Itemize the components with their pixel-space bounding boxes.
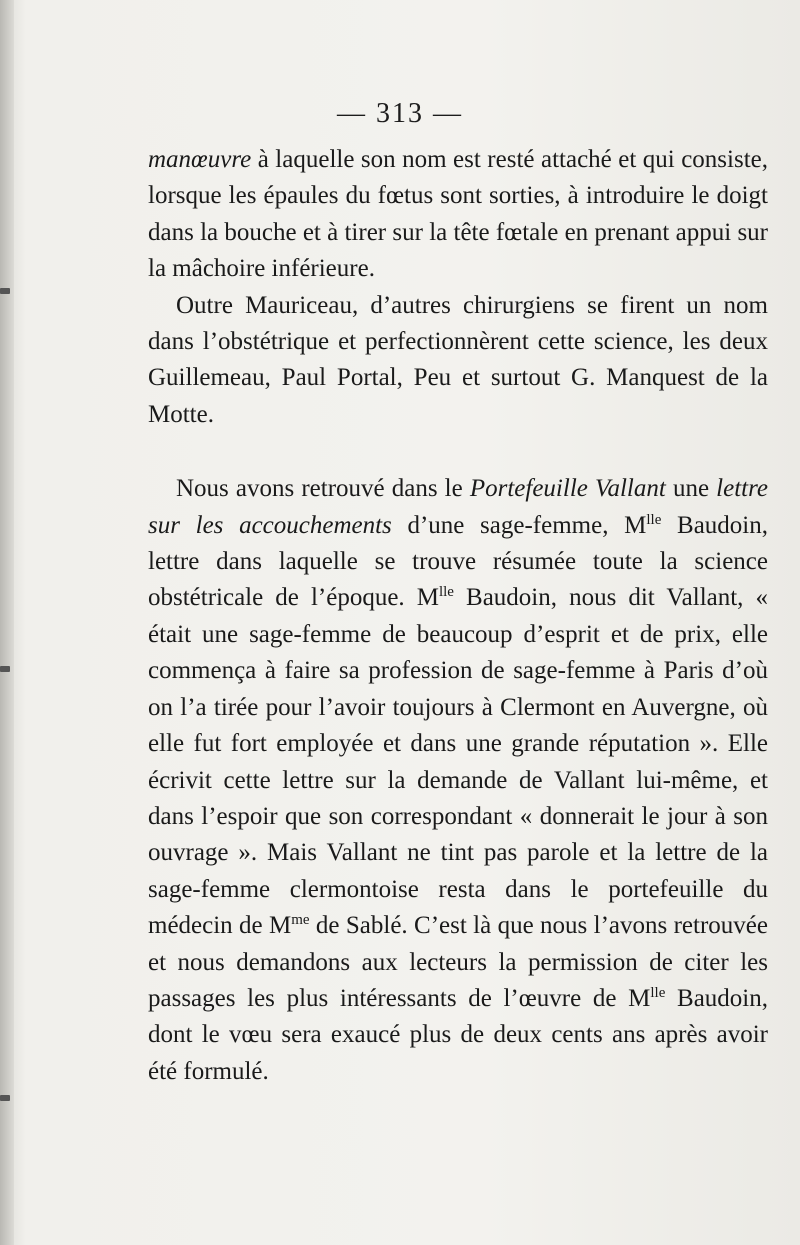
page-number: — 313 — (337, 98, 463, 129)
binding-mark (0, 288, 10, 294)
superscript: lle (438, 584, 454, 601)
italic-title: Portefeuille Vallant (469, 475, 666, 503)
superscript: lle (646, 511, 662, 528)
paragraph-mauriceau: Outre Mauriceau, d’autres chirurgiens se firent un nom dans l’obstétrique et perfectionnèrent cette science, les deux Guillemeau, Paul Portal, Peu et surtout G. Manquest de la Motte. (148, 291, 768, 428)
superscript: me (291, 912, 310, 929)
text-run: Baudoin, dont le vœu sera exaucé plus de deux cents ans après avoir été formulé. (148, 984, 769, 1085)
text-run: de Sablé. C’est là que nous l’avons retrouvée et nous demandons aux lecteurs la permission de citer les passages les plus intéressants de l’œuvre de M (148, 912, 768, 1012)
page-spine (0, 0, 14, 1245)
text-run: Baudoin, nous dit Vallant, « était une sage-femme de beaucoup d’esprit et de prix, elle commença à faire sa profession de sage-femme à Paris d’où on l’a tirée pour l’avoir toujours à Clermont en Auvergne, où elle fut fort employée et dans une grande réputation ». Elle écrivit cette lettre sur la demande de Vallant lui-même, et dans l’espoir que son correspondant « donnerait le jour à son ouvrage ». Mais Vallant ne tint pas parole et la lettre de la sage-femme clermontoise resta dans le portefeuille du médecin de M (148, 584, 768, 940)
text-run: Baudoin, lettre dans laquelle se trouve résumée toute la science obstétricale de l’époque. M (148, 511, 768, 612)
text-run: d’une sage-femme, M (391, 511, 647, 539)
italic-term: manœuvre (148, 146, 252, 173)
paragraph-baudoin (148, 471, 768, 1090)
text-run: une (665, 475, 717, 503)
italic-title: lettre sur les accouchements (148, 475, 768, 539)
binding-mark (0, 1095, 10, 1101)
body-text (148, 142, 768, 1090)
paragraph-text: à laquelle son nom est resté attaché et qui consiste, lorsque les épaules du fœtus sont sorties, à introduire le doigt dans la bouche et à tirer sur la tête fœtale en prenant appui sur la mâchoire inférieure. (148, 146, 768, 283)
paragraph-continuation (148, 142, 768, 288)
binding-mark (0, 666, 10, 672)
text-run: Nous avons retrouvé dans le (176, 475, 470, 503)
paragraph-spacer (148, 433, 768, 471)
superscript: lle (650, 984, 666, 1001)
